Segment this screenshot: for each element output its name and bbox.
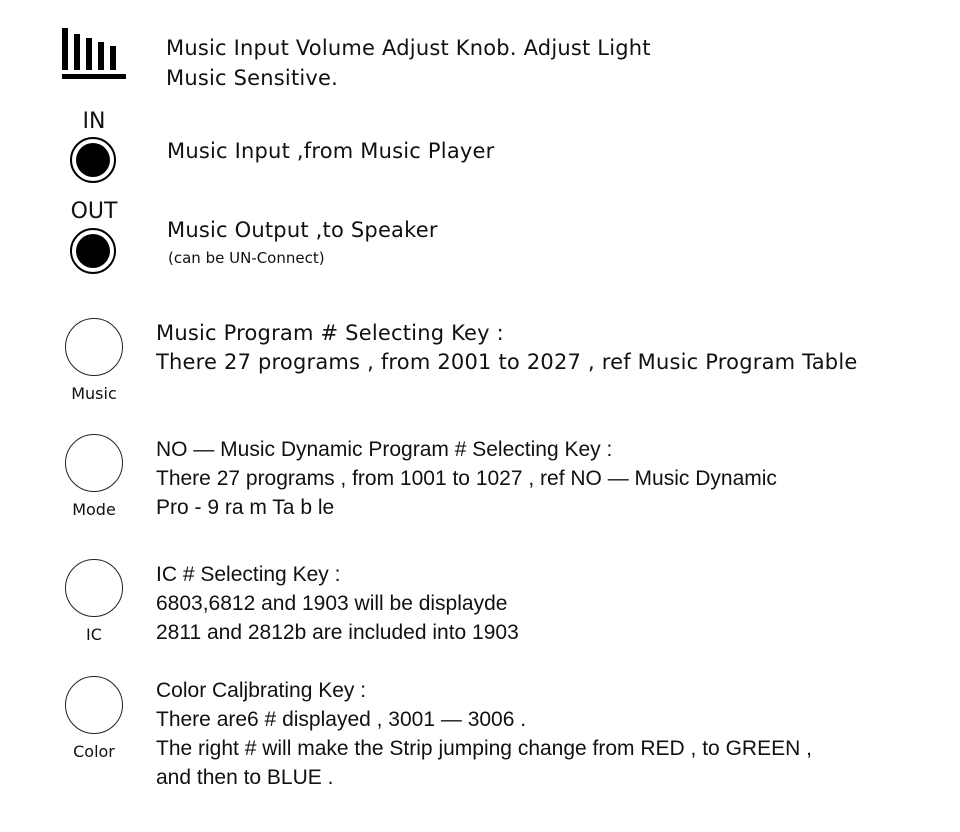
out-jack-label: OUT	[70, 199, 118, 224]
in-jack-description: Music Input ,from Music Player	[167, 139, 495, 163]
music-key-button[interactable]	[65, 318, 123, 376]
color-key-button[interactable]	[65, 676, 123, 734]
color-key-description-line2: There are6 # displayed , 3001 — 3006 .	[156, 708, 527, 731]
mode-key-description-line3: Pro - 9 ra m Ta b le	[156, 496, 335, 519]
out-jack-description: Music Output ,to Speaker	[167, 218, 438, 242]
ic-key-description-line2: 6803,6812 and 1903 will be displayde	[156, 592, 508, 615]
music-key-caption: Music	[71, 384, 117, 403]
music-key-description-line2: There 27 programs , from 2001 to 2027 , ref Music Program Table	[156, 350, 858, 374]
mode-key-description-line1: NO — Music Dynamic Program # Selecting Key :	[156, 438, 613, 461]
in-jack-icon	[70, 137, 116, 183]
volume-knob-description-line2: Music Sensitive.	[166, 66, 339, 90]
color-key-description-line4: and then to BLUE .	[156, 766, 334, 789]
in-jack-label: IN	[82, 109, 106, 134]
volume-knob-description-line1: Music Input Volume Adjust Knob. Adjust Light	[166, 36, 651, 60]
out-jack-icon	[70, 228, 116, 274]
ic-key-description-line3: 2811 and 2812b are included into 1903	[156, 621, 519, 644]
mode-key-caption: Mode	[72, 500, 116, 519]
ic-key-description-line1: IC # Selecting Key :	[156, 563, 341, 586]
mode-key-description-line2: There 27 programs , from 1001 to 1027 , ref NO — Music Dynamic	[156, 467, 777, 490]
music-key-description-line1: Music Program # Selecting Key :	[156, 321, 504, 345]
color-key-caption: Color	[73, 742, 115, 761]
mode-key-button[interactable]	[65, 434, 123, 492]
ic-key-button[interactable]	[65, 559, 123, 617]
volume-level-icon	[58, 24, 130, 84]
out-jack-note: (can be UN-Connect)	[168, 249, 325, 267]
ic-key-caption: IC	[86, 625, 102, 644]
color-key-description-line1: Color Caljbrating Key :	[156, 679, 367, 702]
color-key-description-line3: The right # will make the Strip jumping change from RED , to GREEN ,	[156, 737, 812, 760]
